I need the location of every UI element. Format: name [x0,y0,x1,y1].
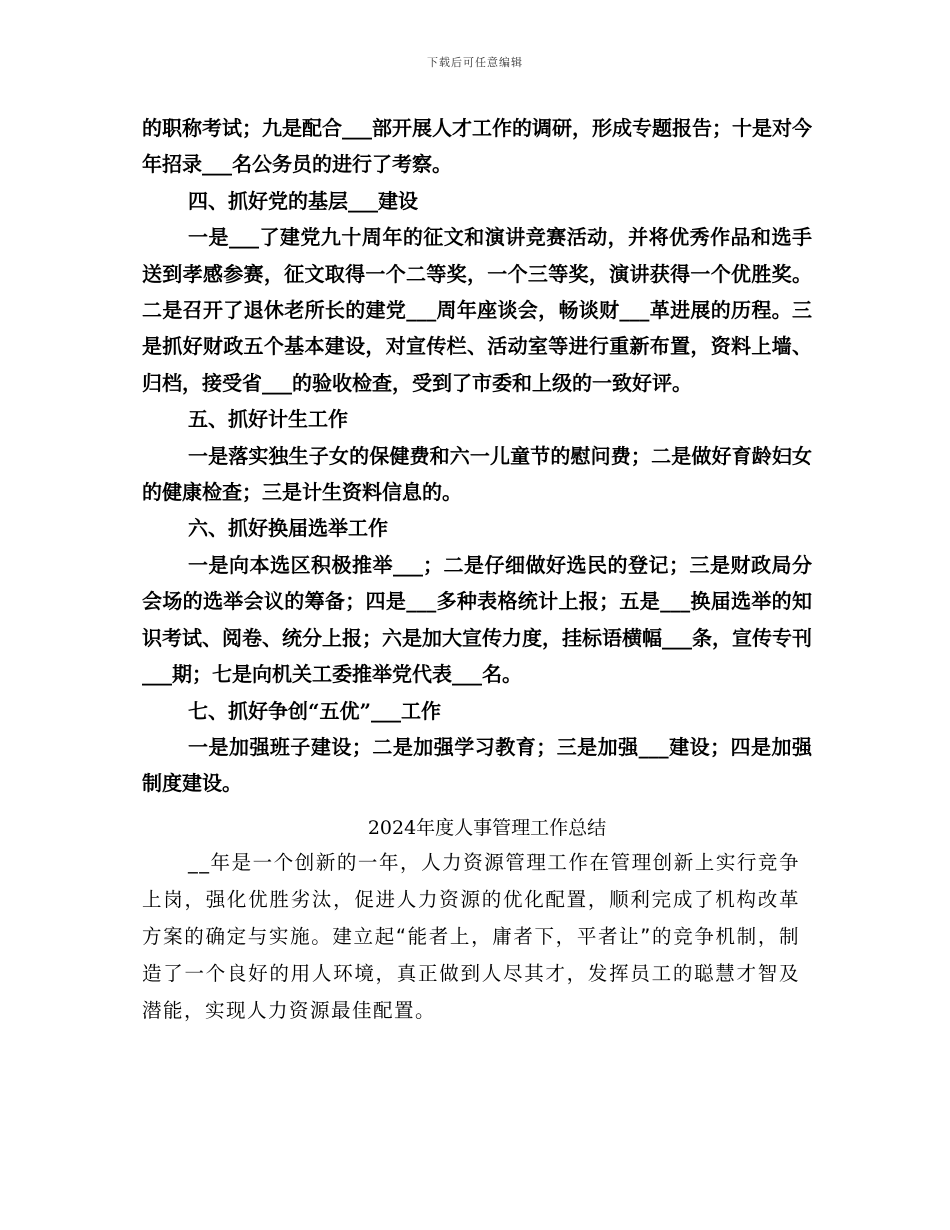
paragraph-summary-intro: __年是一个创新的一年，人力资源管理工作在管理创新上实行竞争上岗，强化优胜劣汰，促进人力资源的优化配置，顺利完成了机构改革方案的确定与实施。建立起“能者上，庸者下，平者让”的竞争机制，制造了一个良好的用人环境，真正做到人尽其才，发挥员工的聪慧才智及潜能，实现人力资源最佳配置。 [142,850,800,1022]
heading-five-excellence: 七、抓好争创“五优”___工作 [188,698,442,723]
paragraph-election: 一是向本选区积极推举___；二是仔细做好选民的登记；三是财政局分会场的选举会议的筹备；四是___多种表格统计上报；五是___换届选举的知识考试、阅卷、统分上报；六是加大宣传力度，挂标语横幅___条，宣传专刊___期；七是向机关工委推举党代表___名。 [142,552,812,687]
document-body [142,110,812,1029]
heading-election: 六、抓好换届选举工作 [188,516,388,541]
heading-party-building: 四、抓好党的基层___建设 [188,188,418,213]
paragraph-continuation: 的职称考试；九是配合___部开展人才工作的调研，形成专题报告；十是对今年招录___名公务员的进行了考察。 [142,116,812,177]
report-section [142,110,812,802]
page-header: 下载后可任意编辑 [427,56,523,69]
heading-family-planning: 五、抓好计生工作 [188,407,348,432]
paragraph-party-building: 一是___了建党九十周年的征文和演讲竞赛活动，并将优秀作品和选手送到孝感参赛，征文取得一个二等奖，一个三等奖，演讲获得一个优胜奖。二是召开了退休老所长的建党___周年座谈会，畅谈财___革进展的历程。三是抓好财政五个基本建设，对宣传栏、活动室等进行重新布置，资料上墙、归档，接受省___的验收检查，受到了市委和上级的一致好评。 [142,225,812,395]
paragraph-five-excellence: 一是加强班子建设；二是加强学习教育；三是加强___建设；四是加强制度建设。 [142,734,812,796]
document-title: 2024年度人事管理工作总结 [367,816,607,839]
summary-section [142,844,800,1029]
paragraph-family-planning: 一是落实独生子女的保健费和六一儿童节的慰问费；二是做好育龄妇女的健康检查；三是计生资料信息的。 [142,443,812,505]
